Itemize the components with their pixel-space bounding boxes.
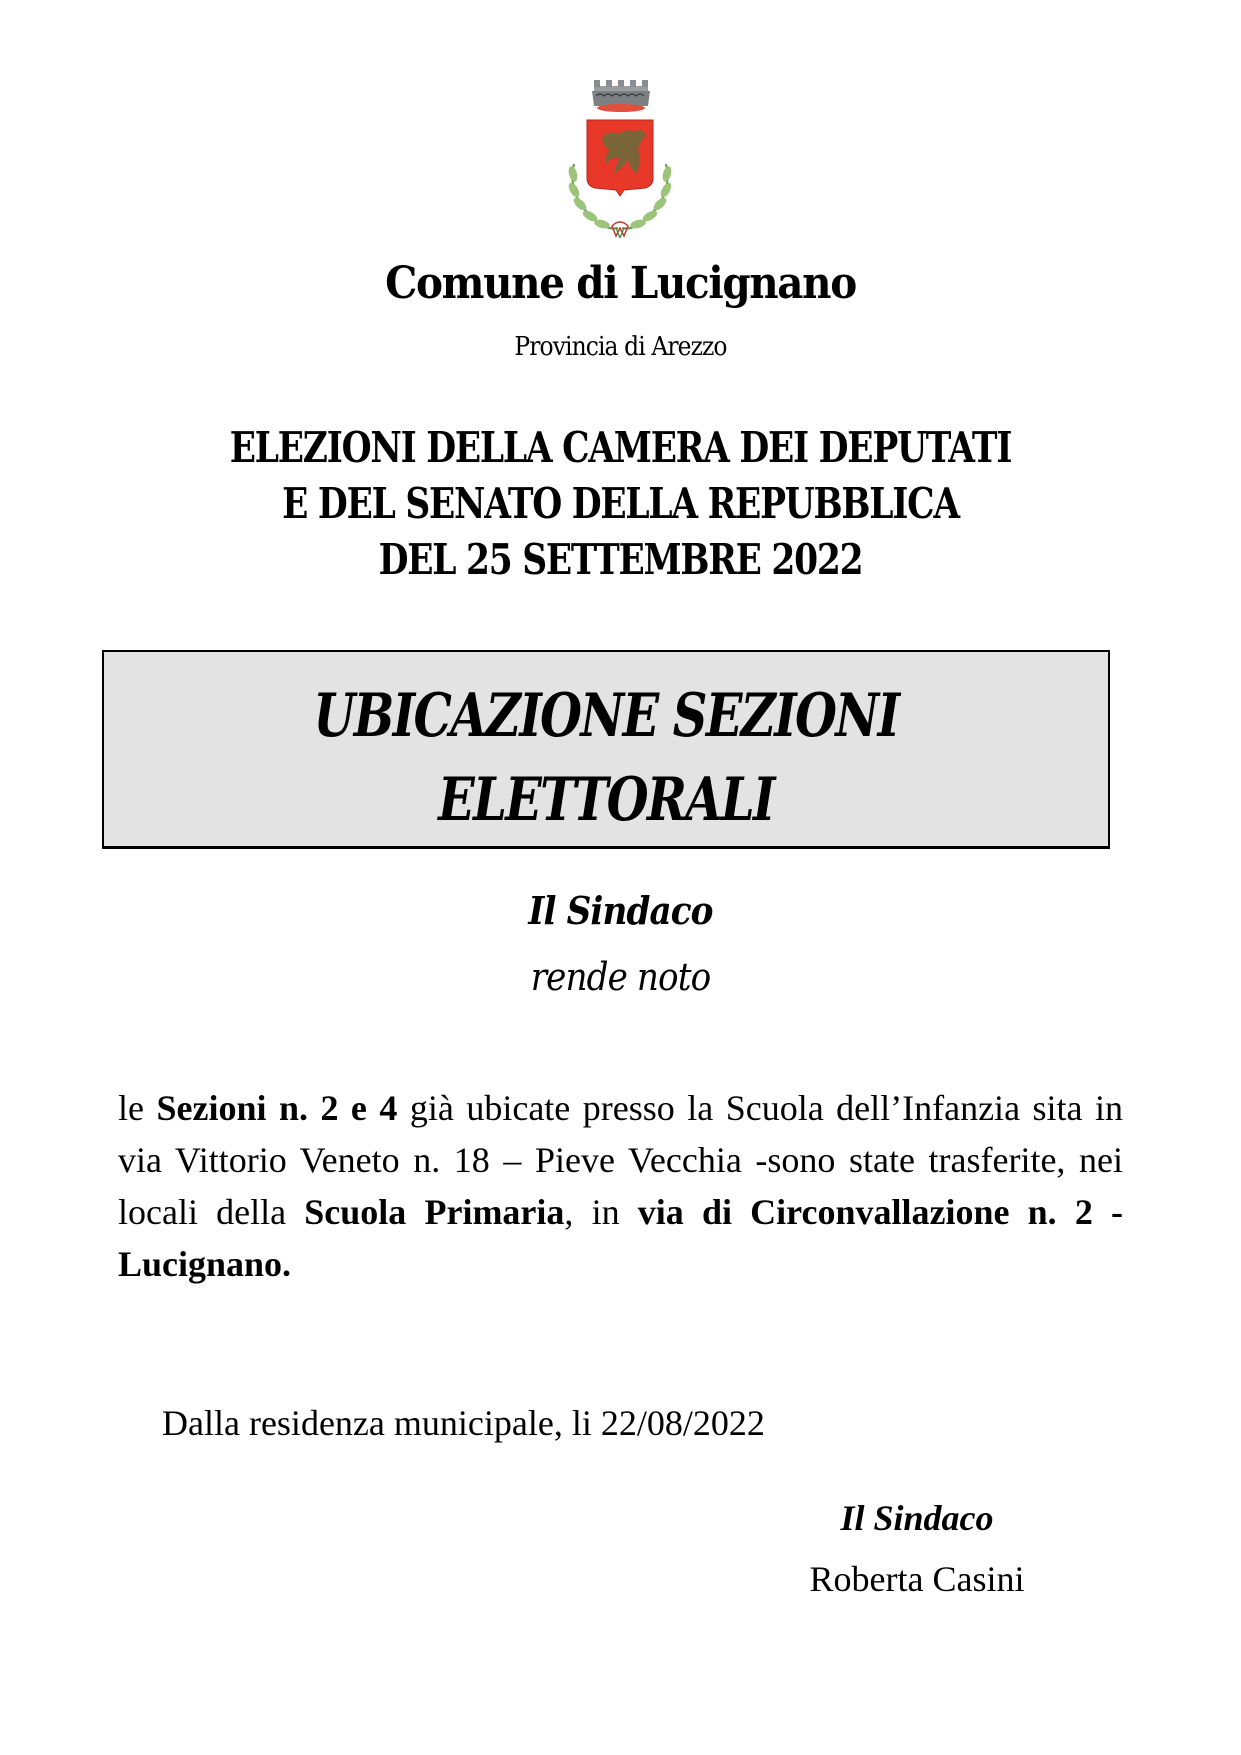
province-name: Provincia di Arezzo xyxy=(514,332,727,362)
municipality-name: Comune di Lucignano xyxy=(385,258,856,309)
election-heading-line-3: DEL 25 SETTEMBRE 2022 xyxy=(378,535,863,584)
coat-of-arms-icon xyxy=(560,78,680,238)
body-segment: le xyxy=(118,1088,157,1128)
signature-title: Il Sindaco xyxy=(840,1498,994,1538)
issuer-heading: Il Sindaco xyxy=(528,888,713,933)
title-box-text xyxy=(104,674,1108,842)
election-heading xyxy=(0,420,1241,588)
announcement-verb: rende noto xyxy=(530,955,711,999)
title-line-1: UBICAZIONE SEZIONI xyxy=(313,681,899,751)
election-heading-line-1: ELEZIONI DELLA CAMERA DEI DEPUTATI xyxy=(229,423,1012,472)
election-heading-line-2: E DEL SENATO DELLA REPUBBLICA xyxy=(282,479,959,528)
notice-paragraph xyxy=(118,1082,1123,1290)
title-line-2: ELETTORALI xyxy=(438,765,774,835)
body-segment: già ubicate presso la Scuola dell’Infanzia sita in via Vittorio Veneto n. 18 – Pieve Vecchia -sono state trasferite, nei locali della xyxy=(118,1088,1123,1232)
body-segment-bold: Sezioni n. 2 e 4 xyxy=(156,1088,398,1128)
body-segment-bold: via di Circonvallazione n. 2 - Lucignano. xyxy=(118,1192,1123,1284)
date-line: Dalla residenza municipale, li 22/08/2022 xyxy=(162,1403,765,1443)
body-segment: , in xyxy=(564,1192,638,1232)
signature-name: Roberta Casini xyxy=(809,1559,1025,1599)
body-segment-bold: Scuola Primaria xyxy=(304,1192,565,1232)
coat-of-arms-emblem xyxy=(560,78,680,238)
title-box xyxy=(102,650,1110,849)
